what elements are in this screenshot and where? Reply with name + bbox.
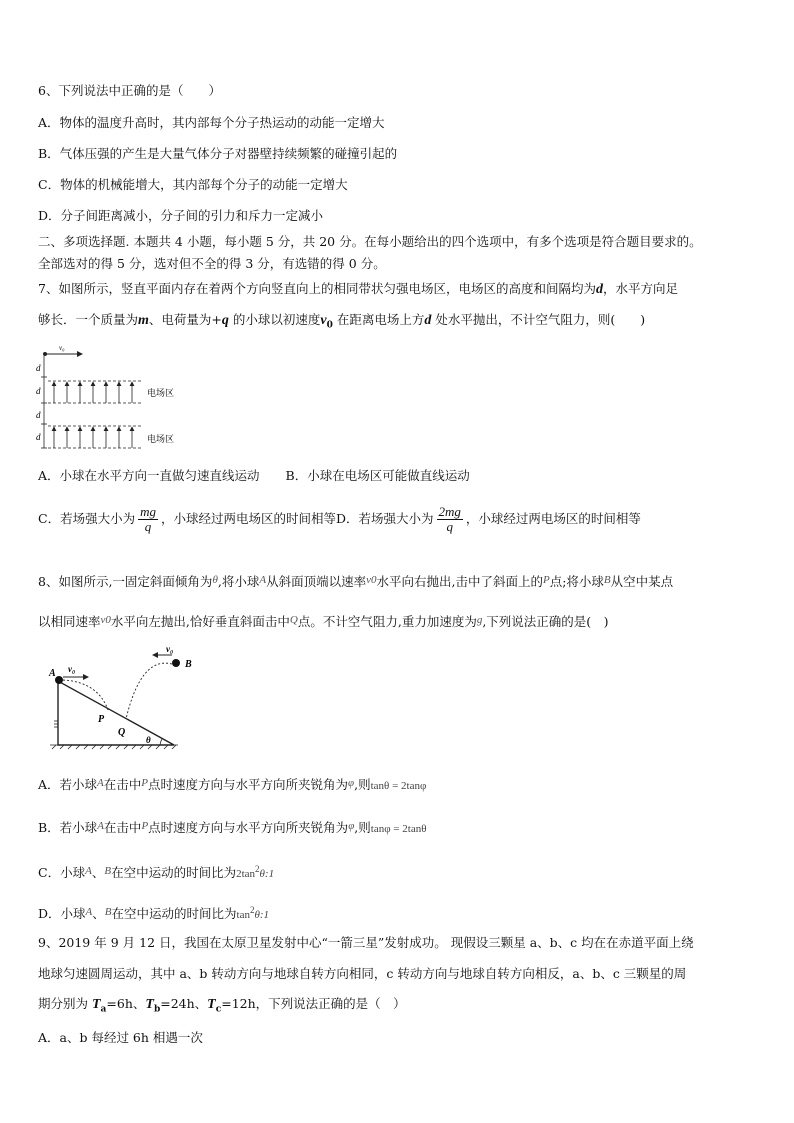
- field-region-1: [48, 381, 174, 403]
- section2-line1: 二、多项选择题. 本题共 4 小题，每小题 5 分，共 20 分。在每小题给出的四个选项中，有多个选项是符合题目要求的。: [38, 234, 702, 249]
- d-label-3: d: [36, 410, 41, 420]
- label-b: B: [185, 659, 192, 670]
- trajectory-b: [126, 663, 172, 719]
- section2-line2: 全部选对的得 5 分，选对但不全的得 3 分，有选错的得 0 分。: [38, 256, 386, 271]
- q8-option-d: D．小球A、B在空中运动的时间比为$\tan^2\theta:1$: [38, 905, 270, 922]
- q6-option-b: B．气体压强的产生是大量气体分子对器壁持续频繁的碰撞引起的: [38, 146, 398, 161]
- q7-line1: 7、如图所示，竖直平面内存在着两个方向竖直向上的相同带状匀强电场区，电场区的高度和间隔均为d，水平方向足: [38, 281, 678, 297]
- ball-a: [55, 676, 63, 684]
- q9-line2: 地球匀速圆周运动，其中 a、b 转动方向与地球自转方向相同，c 转动方向与地球自转方向相反，a、b、c 三颗星的周: [38, 966, 687, 981]
- q9-line1: 9、2019 年 9 月 12 日，我国在太原卫星发射中心“一箭三星”发射成功。 现假设三颗星 a、b、c 均在在赤道平面上绕: [38, 935, 694, 950]
- q7-option-ab: A．小球在水平方向一直做匀速直线运动 B．小球在电场区可能做直线运动: [38, 468, 470, 483]
- q7-option-cd: C．若场强大小为 $\frac{mg}{q}$ ，小球经过两电场区的时间相等D．若场强大小为 $\frac{2mg}{q}$ ，小球经过两电场区的时间相等: [38, 504, 641, 534]
- frac-2mg-q: $\frac{2mg}{q}$: [438, 504, 461, 534]
- q7-line2: 够长．一个质量为m、电荷量为+q 的小球以初速度$v_0$ 在距离电场上方d 处水平抛出，不计空气阻力，则( ): [38, 312, 646, 331]
- q8-option-c: C．小球A、B在空中运动的时间比为$2\tan^2\theta:1$: [38, 864, 275, 881]
- label-a: A: [49, 668, 56, 679]
- q8-option-a: A．若小球A在击中P点时速度方向与水平方向所夹锐角为φ,则tanθ = 2tanφ: [38, 777, 427, 792]
- q6-stem: 6、下列说法中正确的是（ ）: [38, 83, 221, 98]
- d-label-2: d: [36, 386, 41, 396]
- q8-line2: 以相同速率v0水平向左抛出,恰好垂直斜面击中Q点。不计空气阻力,重力加速度为g,下列说法正确的是( ): [38, 614, 609, 629]
- q9-line3: 期分别为 $T_a=6h$、$T_b=24h$、$T_c=12h$，下列说法正确的是（ ）: [38, 996, 406, 1015]
- q9-option-a: A．a、b 每经过 6h 相遇一次: [38, 1030, 203, 1045]
- q8-line1: 8、如图所示,一固定斜面倾角为θ,将小球A从斜面顶端以速率v0水平向右抛出,击中了斜面上的P点;将小球B从空中某点: [38, 574, 674, 589]
- d-label-4: d: [36, 432, 41, 442]
- q6-option-a: A．物体的温度升高时，其内部每个分子热运动的动能一定增大: [38, 115, 385, 130]
- q7-field-diagram: [34, 344, 204, 450]
- field-region-2: [48, 426, 174, 448]
- q6-option-c: C．物体的机械能增大，其内部每个分子的动能一定增大: [38, 177, 348, 192]
- q6-option-d: D．分子间距离减小，分子间的引力和斥力一定减小: [38, 208, 324, 223]
- frac-mg-q: $\frac{mg}{q}$: [140, 504, 156, 534]
- ball-b: [172, 659, 180, 667]
- d-label-1: d: [36, 363, 41, 373]
- label-p: P: [98, 714, 105, 725]
- svg-text:v₀: v₀: [68, 664, 76, 674]
- q8-incline-diagram: [46, 644, 196, 750]
- incline: [58, 681, 174, 745]
- label-q: Q: [118, 727, 126, 738]
- label-theta: θ: [146, 735, 151, 745]
- svg-text:电场区: 电场区: [147, 434, 175, 444]
- q8-option-b: B．若小球A在击中P点时速度方向与水平方向所夹锐角为φ,则tanφ = 2tanθ: [38, 820, 427, 835]
- v0-label: v₀: [59, 344, 65, 352]
- svg-text:v₀: v₀: [166, 644, 174, 654]
- svg-text:电场区: 电场区: [147, 388, 175, 398]
